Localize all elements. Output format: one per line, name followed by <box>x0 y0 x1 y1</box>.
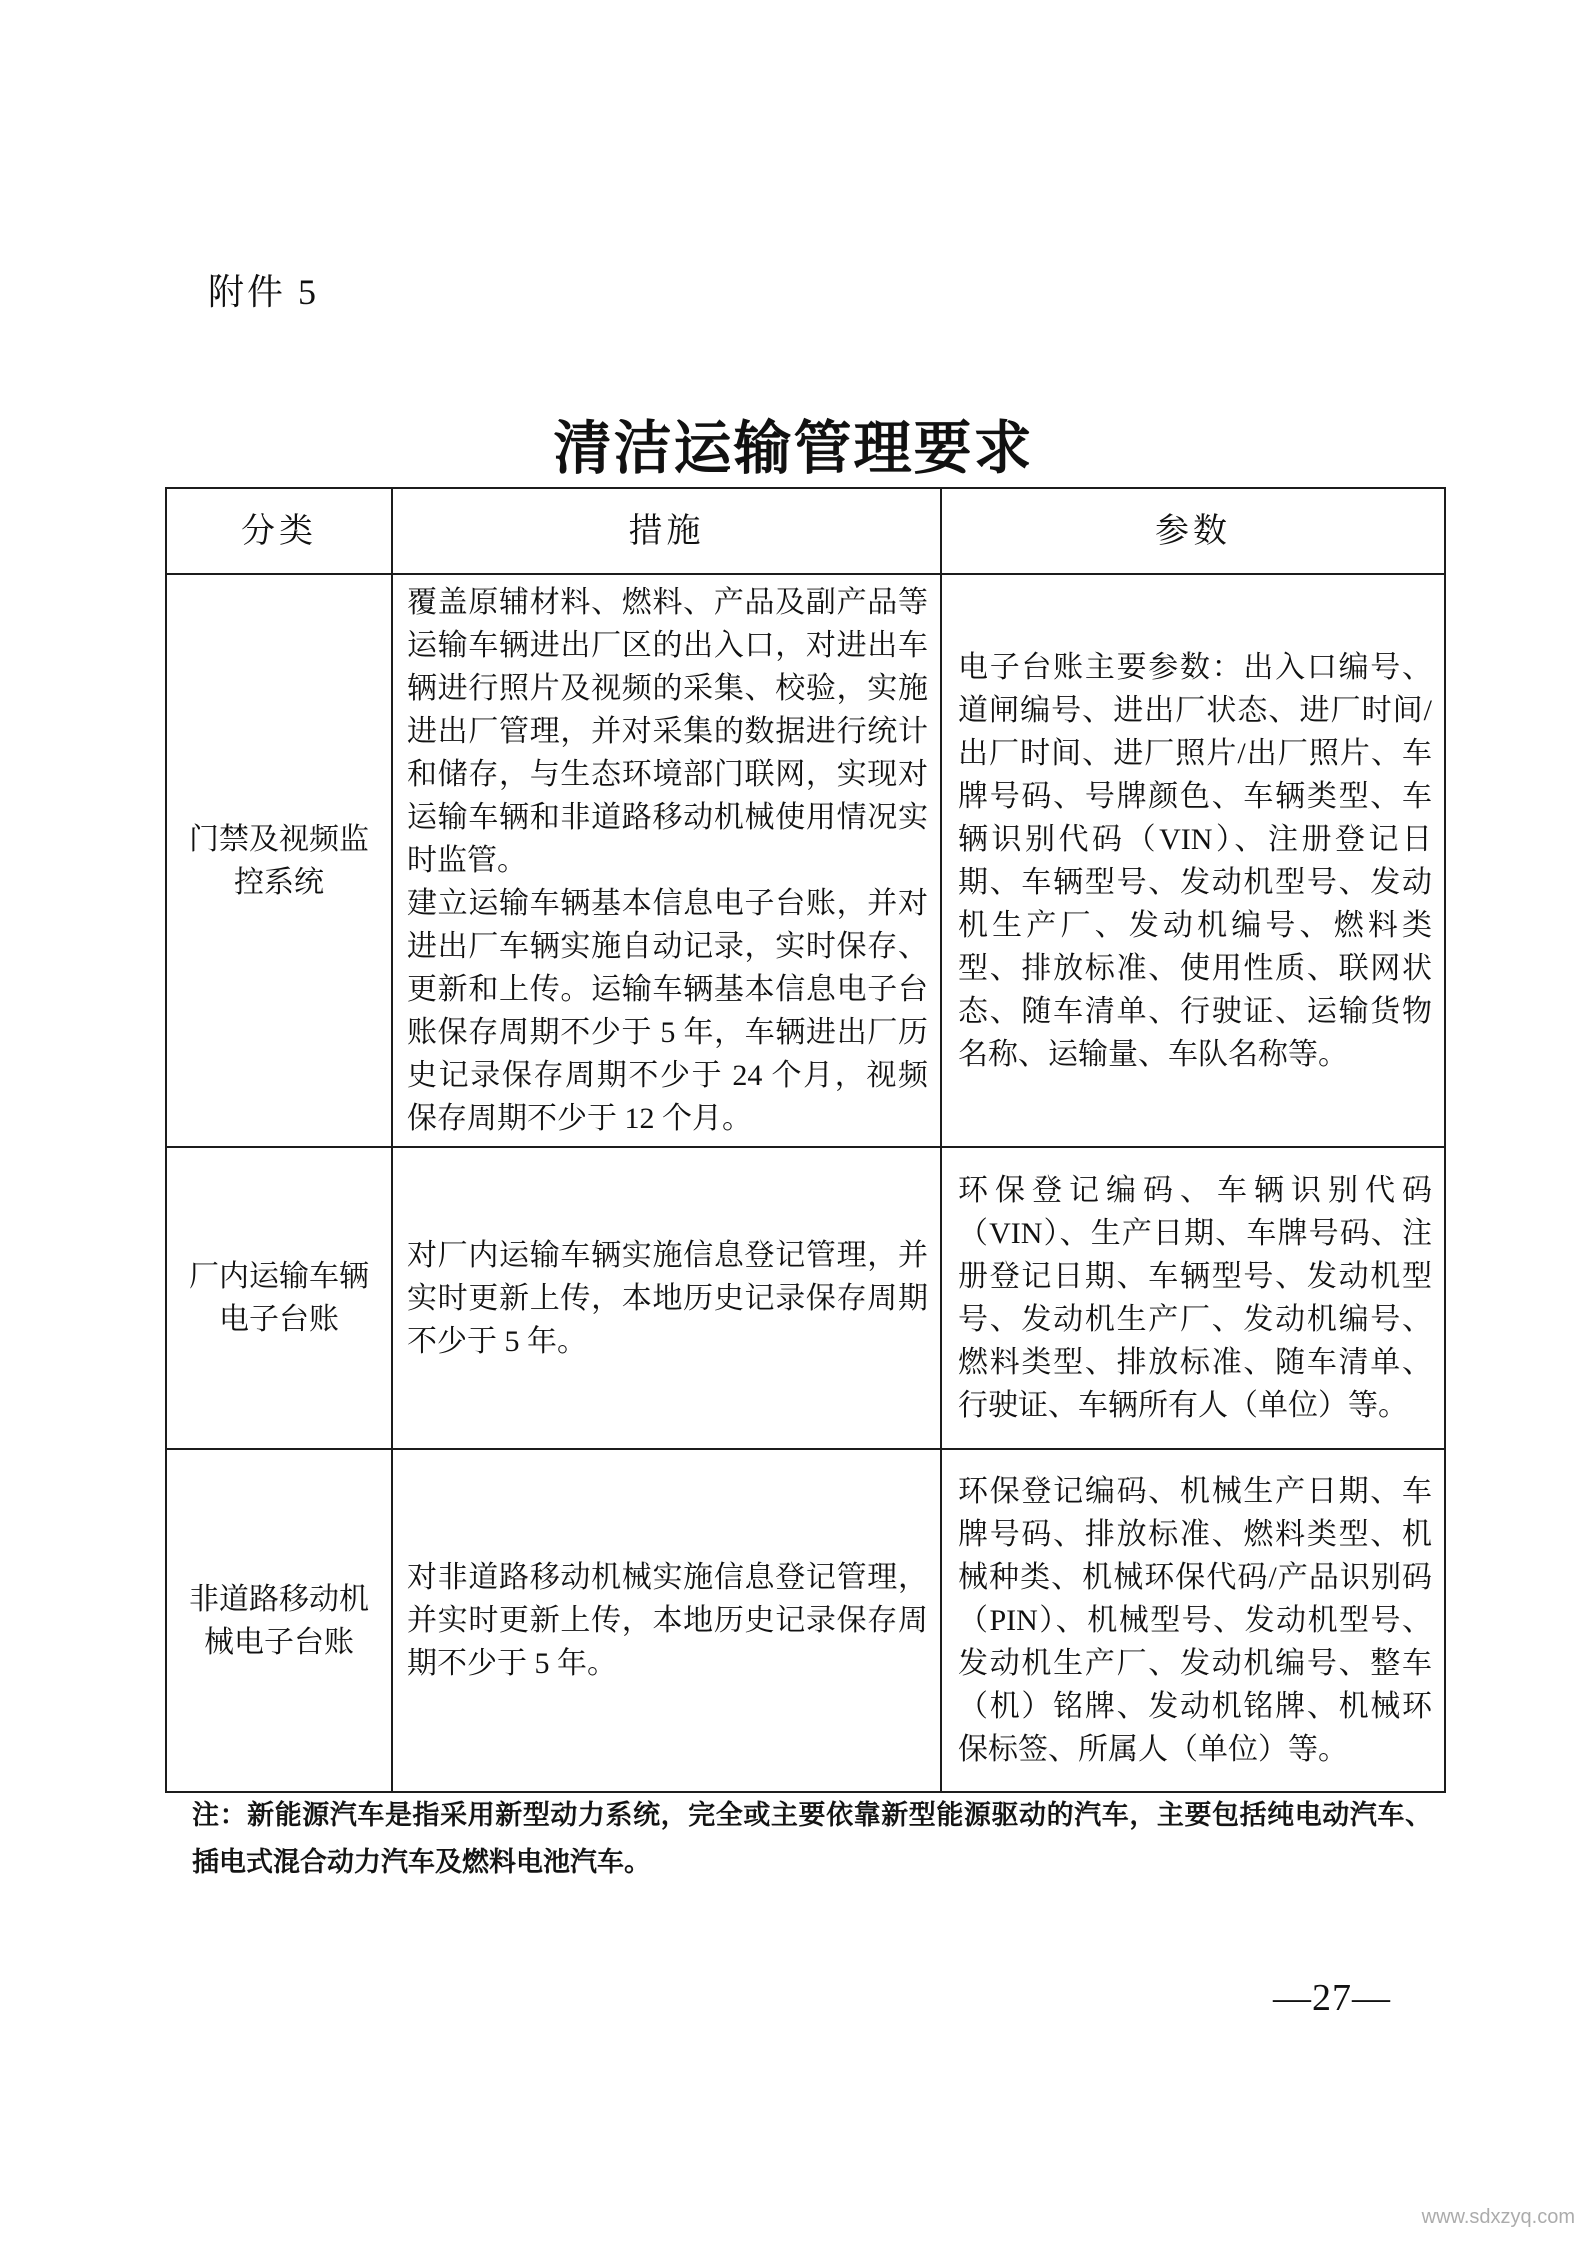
parameters-cell: 电子台账主要参数：出入口编号、道闸编号、进出厂状态、进厂时间/出厂时间、进厂照片/出厂照片、车牌号码、号牌颜色、车辆类型、车辆识别代码（VIN）、注册登记日期、车辆型号、发动机型号、发动机生产厂、发动机编号、燃料类型、排放标准、使用性质、联网状态、随车清单、行驶证、运输货物名称、运输量、车队名称等。 <box>941 574 1445 1147</box>
parameters-cell: 环保登记编码、车辆识别代码（VIN）、生产日期、车牌号码、注册登记日期、车辆型号、发动机型号、发动机生产厂、发动机编号、燃料类型、排放标准、随车清单、行驶证、车辆所有人（单位）等。 <box>941 1147 1445 1449</box>
measure-paragraph: 对厂内运输车辆实施信息登记管理，并实时更新上传，本地历史记录保存周期不少于 5 年。 <box>407 1238 928 1358</box>
header-parameters: 参数 <box>941 488 1445 574</box>
header-category: 分类 <box>166 488 392 574</box>
page-number: —27— <box>1273 1977 1391 2019</box>
requirements-table <box>165 487 1446 1793</box>
category-cell: 门禁及视频监控系统 <box>166 574 392 1147</box>
table-row-factory-vehicle-ledger <box>166 1147 1445 1449</box>
page-title: 清洁运输管理要求 <box>553 415 1034 481</box>
measure-cell <box>392 1449 941 1792</box>
measure-cell <box>392 574 941 1147</box>
footnote: 注：新能源汽车是指采用新型动力系统，完全或主要依靠新型能源驱动的汽车，主要包括纯电动汽车、插电式混合动力汽车及燃料电池汽车。 <box>192 1800 1432 1877</box>
parameters-cell: 环保登记编码、机械生产日期、车牌号码、排放标准、燃料类型、机械种类、机械环保代码/产品识别码（PIN）、机械型号、发动机型号、发动机生产厂、发动机编号、整车（机）铭牌、发动机铭牌、机械环保标签、所属人（单位）等。 <box>941 1449 1445 1792</box>
measure-paragraph: 建立运输车辆基本信息电子台账，并对进出厂车辆实施自动记录，实时保存、更新和上传。运输车辆基本信息电子台账保存周期不少于 5 年，车辆进出厂历史记录保存周期不少于 24 个月，视频保存周期不少于 12 个月。 <box>407 887 928 1135</box>
category-cell: 非道路移动机械电子台账 <box>166 1449 392 1792</box>
measure-cell <box>392 1147 941 1449</box>
watermark: www.sdxzyq.com <box>1421 2206 1575 2228</box>
table-row-nonroad-machinery-ledger <box>166 1449 1445 1792</box>
category-cell: 厂内运输车辆电子台账 <box>166 1147 392 1449</box>
measure-paragraph: 覆盖原辅材料、燃料、产品及副产品等运输车辆进出厂区的出入口，对进出车辆进行照片及视频的采集、校验，实施进出厂管理，并对采集的数据进行统计和储存，与生态环境部门联网，实现对运输车辆和非道路移动机械使用情况实时监管。 <box>407 586 928 877</box>
table-header-row <box>166 488 1445 574</box>
attachment-label: 附件 5 <box>208 272 320 312</box>
header-measure: 措施 <box>392 488 941 574</box>
measure-paragraph: 对非道路移动机械实施信息登记管理，并实时更新上传，本地历史记录保存周期不少于 5 年。 <box>407 1561 928 1680</box>
table-row-access-video-monitoring <box>166 574 1445 1147</box>
